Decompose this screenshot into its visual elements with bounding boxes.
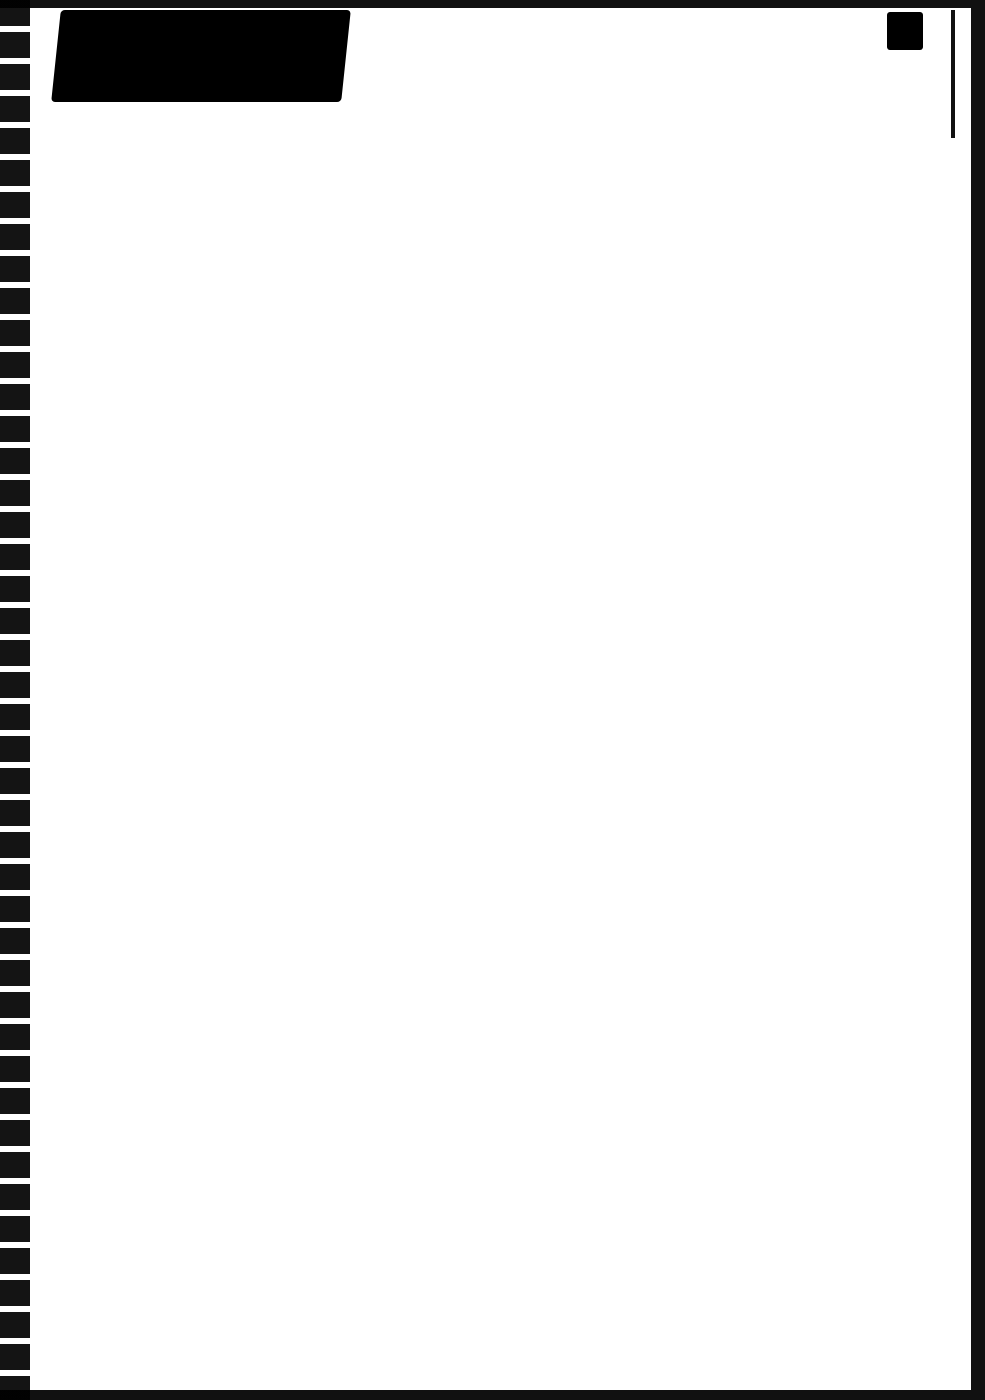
- masthead: [30, 4, 971, 194]
- page-border-left: [0, 0, 30, 1400]
- spine-vertical-label: [951, 10, 955, 138]
- page-title: [50, 96, 950, 188]
- page-border-right: [971, 0, 985, 1400]
- comic-brand-badge: [887, 12, 923, 50]
- page-border-bottom: [0, 1390, 985, 1400]
- magazine-logo: [51, 10, 351, 102]
